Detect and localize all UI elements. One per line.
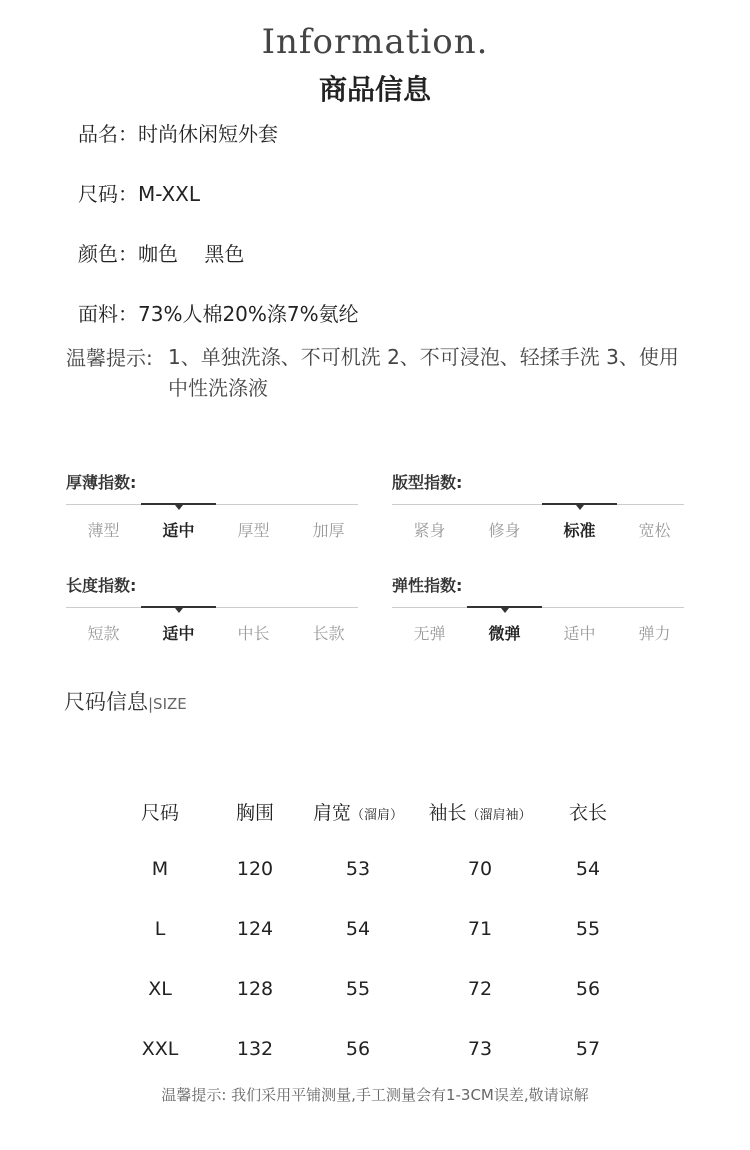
info-value: 咖色 黑色: [138, 242, 245, 266]
footnote: 温馨提示: 我们采用平铺测量,手工测量会有1-3CM误差,敬请谅解: [161, 1086, 589, 1104]
table-cell: 124: [236, 918, 274, 940]
gauge-2: [66, 573, 366, 653]
gauge-option: 弹力: [638, 624, 671, 643]
gauge-option: 中长: [237, 624, 270, 643]
table-cell: 55: [575, 918, 601, 940]
gauge-option: 薄型: [87, 521, 120, 540]
info-row-color: [78, 238, 244, 267]
info-label: 尺码：: [78, 182, 138, 206]
table-cell: 128: [236, 978, 274, 1000]
table-cell: 120: [236, 858, 274, 880]
gauge-title: 弹性指数:: [392, 576, 463, 595]
gauge-option: 无弹: [413, 624, 446, 643]
table-cell: 71: [467, 918, 493, 940]
header-label: 肩宽: [312, 802, 351, 824]
title-chinese: 商品信息: [318, 73, 431, 106]
gauge-1: [392, 470, 692, 550]
gauge-option: 适中: [563, 624, 596, 643]
gauge-track: [392, 504, 684, 505]
gauge-pointer-icon: [576, 505, 584, 510]
info-label: 品名：: [78, 122, 138, 146]
gauge-option: 长款: [312, 624, 345, 643]
header-label: 袖长: [428, 802, 467, 824]
gauge-option: 修身: [488, 521, 521, 540]
table-cell: 54: [575, 858, 601, 880]
gauge-option: 加厚: [312, 521, 345, 540]
table-cell: 70: [467, 858, 493, 880]
care-tip-text: 1、单独洗涤、不可机洗 2、不可浸泡、轻揉手洗 3、使用中性洗涤液: [168, 345, 679, 400]
header-label: 尺码: [140, 802, 179, 824]
gauge-option: 微弹: [488, 624, 521, 643]
table-cell: 54: [345, 918, 371, 940]
table-cell: 72: [467, 978, 493, 1000]
gauge-option: 紧身: [413, 521, 446, 540]
gauge-option: 宽松: [638, 521, 671, 540]
table-header-cell: [508, 798, 668, 825]
title-english: Information.: [261, 22, 489, 62]
gauge-pointer-icon: [175, 608, 183, 613]
header-label: 衣长: [568, 802, 607, 824]
gauge-pointer-icon: [501, 608, 509, 613]
care-tip-label: 温馨提示:: [66, 346, 153, 370]
header-label: 胸围: [235, 802, 274, 824]
info-value: 时尚休闲短外套: [138, 122, 278, 146]
table-cell: 73: [467, 1038, 493, 1060]
gauge-title: 厚薄指数:: [66, 473, 137, 492]
size-section-title: [64, 686, 187, 716]
info-label: 面料：: [78, 302, 138, 326]
gauge-title: 长度指数:: [66, 576, 137, 595]
table-cell: 53: [345, 858, 371, 880]
info-label: 颜色：: [78, 242, 138, 266]
table-cell: 56: [345, 1038, 371, 1060]
gauge-option: 厚型: [237, 521, 270, 540]
gauge-option: 适中: [162, 624, 195, 643]
info-row-fabric: [78, 298, 359, 327]
table-cell: L: [154, 918, 166, 940]
size-section-title-en: |SIZE: [148, 695, 187, 713]
gauge-option: 适中: [162, 521, 195, 540]
header-note: （溜肩）: [351, 808, 404, 823]
gauge-0: [66, 470, 366, 550]
header-note: （溜肩袖）: [466, 808, 532, 823]
info-row-name: [78, 118, 278, 147]
info-row-size: [78, 178, 200, 207]
table-cell: 57: [575, 1038, 601, 1060]
table-cell: 132: [236, 1038, 274, 1060]
gauge-pointer-icon: [175, 505, 183, 510]
table-cell: 55: [345, 978, 371, 1000]
table-cell: XXL: [141, 1038, 179, 1060]
info-value: M-XXL: [138, 182, 201, 206]
gauge-option: 短款: [87, 624, 120, 643]
info-value: 73%人棉20%涤7%氨纶: [138, 302, 359, 326]
table-cell: 56: [575, 978, 601, 1000]
gauge-option: 标准: [563, 521, 596, 540]
gauge-title: 版型指数:: [392, 473, 463, 492]
gauge-3: [392, 573, 692, 653]
table-cell: XL: [148, 978, 172, 1000]
size-section-title-cn: 尺码信息: [64, 690, 148, 714]
table-cell: M: [151, 858, 169, 880]
